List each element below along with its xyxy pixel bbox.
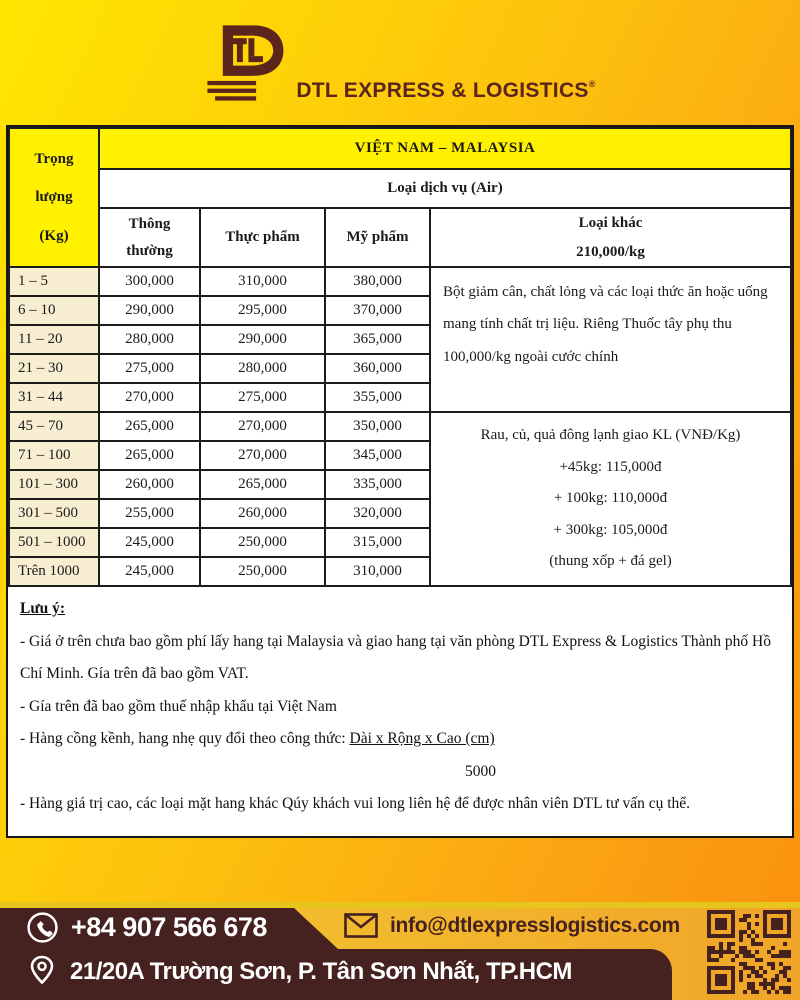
price-cosmetics-cell: 320,000	[325, 499, 430, 528]
price-food-cell: 295,000	[200, 296, 325, 325]
email-address: info@dtlexpresslogistics.com	[390, 913, 680, 937]
column-header-other: Loại khác 210,000/kg	[430, 208, 791, 267]
note-item-pickup-fees: - Giá ở trên chưa bao gồm phí lấy hang tại Malaysia và giao hang tại văn phòng DTL Express & Logistics Thành phố Hồ Chí Minh. Gía trên đã bao gồm VAT.	[20, 632, 771, 683]
column-header-normal: Thông thường	[99, 208, 200, 267]
note-item-import-tax: - Gía trên đã bao gồm thuế nhập khẩu tại Việt Nam	[20, 697, 337, 715]
note-item-volumetric: - Hàng cồng kềnh, hang nhẹ quy đổi theo công thức: Dài x Rộng x Cao (cm)	[20, 730, 495, 748]
phone-icon	[26, 911, 59, 944]
weight-range-cell: 45 – 70	[9, 412, 99, 441]
price-cosmetics-cell: 365,000	[325, 325, 430, 354]
price-normal-cell: 280,000	[99, 325, 200, 354]
other-category-note-1: Bột giảm cân, chất lỏng và các loại thức ăn hoặc uống mang tính chất trị liệu. Riêng Thuốc tây phụ thu 100,000/kg ngoài cước chính	[430, 267, 791, 412]
brand-name-text: DTL EXPRESS & LOGISTICS	[296, 79, 589, 102]
location-pin-icon	[26, 954, 58, 990]
weight-range-cell: 501 – 1000	[9, 528, 99, 557]
weight-range-cell: 71 – 100	[9, 441, 99, 470]
price-normal-cell: 290,000	[99, 296, 200, 325]
price-food-cell: 270,000	[200, 412, 325, 441]
formula-denominator: 5000	[465, 762, 496, 780]
price-normal-cell: 270,000	[99, 383, 200, 412]
weight-range-cell: 6 – 10	[9, 296, 99, 325]
street-address: 21/20A Trường Sơn, P. Tân Sơn Nhất, TP.HCM	[70, 958, 572, 985]
price-cosmetics-cell: 380,000	[325, 267, 430, 296]
column-header-food: Thực phẩm	[200, 208, 325, 267]
weight-range-cell: 1 – 5	[9, 267, 99, 296]
price-cosmetics-cell: 315,000	[325, 528, 430, 557]
address-contact	[26, 954, 572, 990]
price-cosmetics-cell: 370,000	[325, 296, 430, 325]
table-row	[9, 412, 791, 441]
service-subtitle: Loại dịch vụ (Air)	[99, 169, 791, 208]
table-row	[9, 267, 791, 296]
registered-trademark-symbol: ®	[588, 79, 596, 89]
price-cosmetics-cell: 345,000	[325, 441, 430, 470]
email-contact	[344, 913, 680, 938]
footer-top-strip	[0, 902, 800, 908]
qr-code	[707, 910, 791, 994]
price-normal-cell: 245,000	[99, 528, 200, 557]
price-food-cell: 270,000	[200, 441, 325, 470]
price-normal-cell: 260,000	[99, 470, 200, 499]
price-food-cell: 310,000	[200, 267, 325, 296]
price-normal-cell: 300,000	[99, 267, 200, 296]
price-food-cell: 265,000	[200, 470, 325, 499]
price-normal-cell: 275,000	[99, 354, 200, 383]
price-food-cell: 275,000	[200, 383, 325, 412]
price-cosmetics-cell: 360,000	[325, 354, 430, 383]
notes-section	[8, 587, 792, 821]
price-cosmetics-cell: 310,000	[325, 557, 430, 586]
price-food-cell: 250,000	[200, 528, 325, 557]
phone-number: +84 907 566 678	[71, 912, 267, 942]
email-icon	[344, 913, 378, 938]
price-food-cell: 280,000	[200, 354, 325, 383]
price-food-cell: 250,000	[200, 557, 325, 586]
price-cosmetics-cell: 350,000	[325, 412, 430, 441]
route-title: VIỆT NAM – MALAYSIA	[99, 128, 791, 169]
dtl-logo-icon	[204, 19, 286, 107]
weight-range-cell: 101 – 300	[9, 470, 99, 499]
column-header-cosmetics: Mỹ phẩm	[325, 208, 430, 267]
price-cosmetics-cell: 355,000	[325, 383, 430, 412]
price-food-cell: 290,000	[200, 325, 325, 354]
footer	[0, 902, 800, 1000]
table-columns-row	[9, 208, 791, 267]
price-normal-cell: 265,000	[99, 441, 200, 470]
other-category-note-2: Rau, củ, quả đông lạnh giao KL (VNĐ/Kg) +45kg: 115,000đ + 100kg: 110,000đ + 300kg: 105,000đ (thung xốp + đá gel)	[430, 412, 791, 586]
price-food-cell: 260,000	[200, 499, 325, 528]
price-cosmetics-cell: 335,000	[325, 470, 430, 499]
price-normal-cell: 255,000	[99, 499, 200, 528]
notes-heading: Lưu ý:	[20, 600, 66, 617]
brand-name	[296, 79, 595, 103]
rates-table	[8, 127, 792, 587]
table-title-row	[9, 128, 791, 169]
weight-range-cell: 21 – 30	[9, 354, 99, 383]
weight-column-header: Trọng lượng (Kg)	[9, 128, 99, 267]
price-normal-cell: 265,000	[99, 412, 200, 441]
price-normal-cell: 245,000	[99, 557, 200, 586]
table-subtitle-row	[9, 169, 791, 208]
weight-range-cell: 11 – 20	[9, 325, 99, 354]
weight-range-cell: 31 – 44	[9, 383, 99, 412]
weight-range-cell: 301 – 500	[9, 499, 99, 528]
brand-header	[0, 0, 800, 125]
rates-table-body	[9, 128, 791, 586]
volumetric-formula: Dài x Rộng x Cao (cm)	[349, 730, 495, 748]
note-item-high-value: - Hàng giá trị cao, các loại mặt hang khác Qúy khách vui long liên hệ để được nhân viên DTL tư vấn cụ thể.	[20, 795, 691, 813]
phone-contact	[26, 911, 267, 944]
price-table-panel	[6, 125, 794, 838]
weight-range-cell: Trên 1000	[9, 557, 99, 586]
